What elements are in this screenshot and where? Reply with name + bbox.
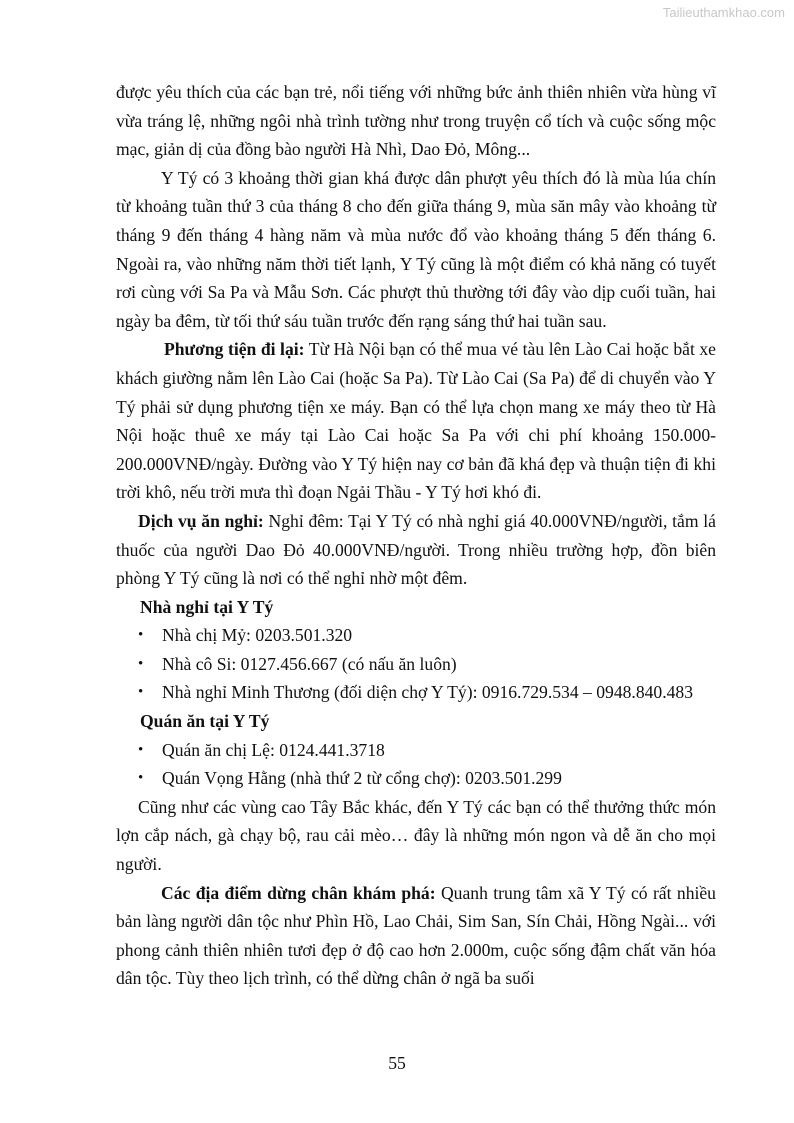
- accommodation-label: Dịch vụ ăn nghỉ:: [138, 510, 264, 531]
- paragraph-transport: [116, 335, 716, 507]
- attractions-text: Quanh trung tâm xã Y Tý có rất nhiều bản làng người dân tộc như Phìn Hồ, Lao Chải, Sim San, Sín Chải, Hồng Ngài... với phong cảnh thiên nhiên tươi đẹp ở độ cao hơn 2.000m, cuộc sống đậm chất văn hóa dân tộc. Tùy theo lịch trình, có thể dừng chân ở ngã ba suối: [116, 882, 716, 989]
- page-content: [116, 78, 716, 993]
- restaurants-list: [116, 736, 716, 793]
- paragraph-attractions: [116, 879, 716, 993]
- list-item: • Nhà cô Si: 0127.456.667 (có nấu ăn luôn): [116, 650, 716, 679]
- watermark-text: Tailieuthamkhao.com: [662, 5, 785, 20]
- list-item: • Nhà nghỉ Minh Thương (đối diện chợ Y Tý): 0916.729.534 – 0948.840.483: [116, 678, 716, 707]
- attractions-label: Các địa điểm dừng chân khám phá:: [161, 882, 436, 903]
- page-number: 55: [388, 1053, 406, 1073]
- guesthouses-list: [116, 621, 716, 707]
- paragraph-intro-continuation: được yêu thích của các bạn trẻ, nổi tiếng với những bức ảnh thiên nhiên vừa hùng vĩ vừa tráng lệ, những ngôi nhà trình tường như trong truyện cổ tích và cuộc sống mộc mạc, giản dị của đồng bào người Hà Nhì, Dao Đỏ, Mông...: [116, 82, 716, 160]
- list-item: • Quán ăn chị Lệ: 0124.441.3718: [116, 736, 716, 765]
- paragraph-seasons: Y Tý có 3 khoảng thời gian khá được dân phượt yêu thích đó là mùa lúa chín từ khoảng tuần thứ 3 của tháng 8 cho đến giữa tháng 9, mùa săn mây vào khoảng từ tháng 9 đến tháng 4 hàng năm và mùa nước đổ vào khoảng tháng 5 đến tháng 6. Ngoài ra, vào những năm thời tiết lạnh, Y Tý cũng là một điểm có khả năng có tuyết rơi cùng với Sa Pa và Mẫu Sơn. Các phượt thủ thường tới đây vào dịp cuối tuần, hai ngày ba đêm, từ tối thứ sáu tuần trước đến rạng sáng thứ hai tuần sau.: [116, 167, 716, 331]
- guesthouses-heading: Nhà nghỉ tại Y Tý: [140, 596, 274, 617]
- paragraph-food: Cũng như các vùng cao Tây Bắc khác, đến Y Tý các bạn có thể thưởng thức món lợn cắp nách, gà chạy bộ, rau cải mèo… đây là những món ngon và dễ ăn cho mọi người.: [116, 796, 716, 875]
- list-item: • Quán Vọng Hằng (nhà thứ 2 từ cổng chợ): 0203.501.299: [116, 764, 716, 793]
- transport-text: Từ Hà Nội bạn có thể mua vé tàu lên Lào Cai hoặc bắt xe khách giường nằm lên Lào Cai (hoặc Sa Pa). Từ Lào Cai (Sa Pa) để di chuyển vào Y Tý phải sử dụng phương tiện xe máy. Bạn có thể lựa chọn mang xe máy theo từ Hà Nội hoặc thuê xe máy tại Lào Cai hoặc Sa Pa với chi phí khoảng 150.000-200.000VNĐ/ngày. Đường vào Y Tý hiện nay cơ bản đã khá đẹp và thuận tiện đi khi trời khô, nếu trời mưa thì đoạn Ngải Thầu - Y Tý hơi khó đi.: [116, 339, 716, 503]
- paragraph-accommodation: [116, 507, 716, 593]
- list-item: • Nhà chị Mỷ: 0203.501.320: [116, 621, 716, 650]
- transport-label: Phương tiện đi lại:: [164, 339, 305, 360]
- accommodation-text: Nghỉ đêm: Tại Y Tý có nhà nghỉ giá 40.000VNĐ/người, tắm lá thuốc của người Dao Đỏ 40.000VNĐ/người. Trong nhiều trường hợp, đồn biên phòng Y Tý cũng là nơi có thể nghỉ nhờ một đêm.: [116, 510, 716, 589]
- restaurants-heading: Quán ăn tại Y Tý: [140, 711, 270, 732]
